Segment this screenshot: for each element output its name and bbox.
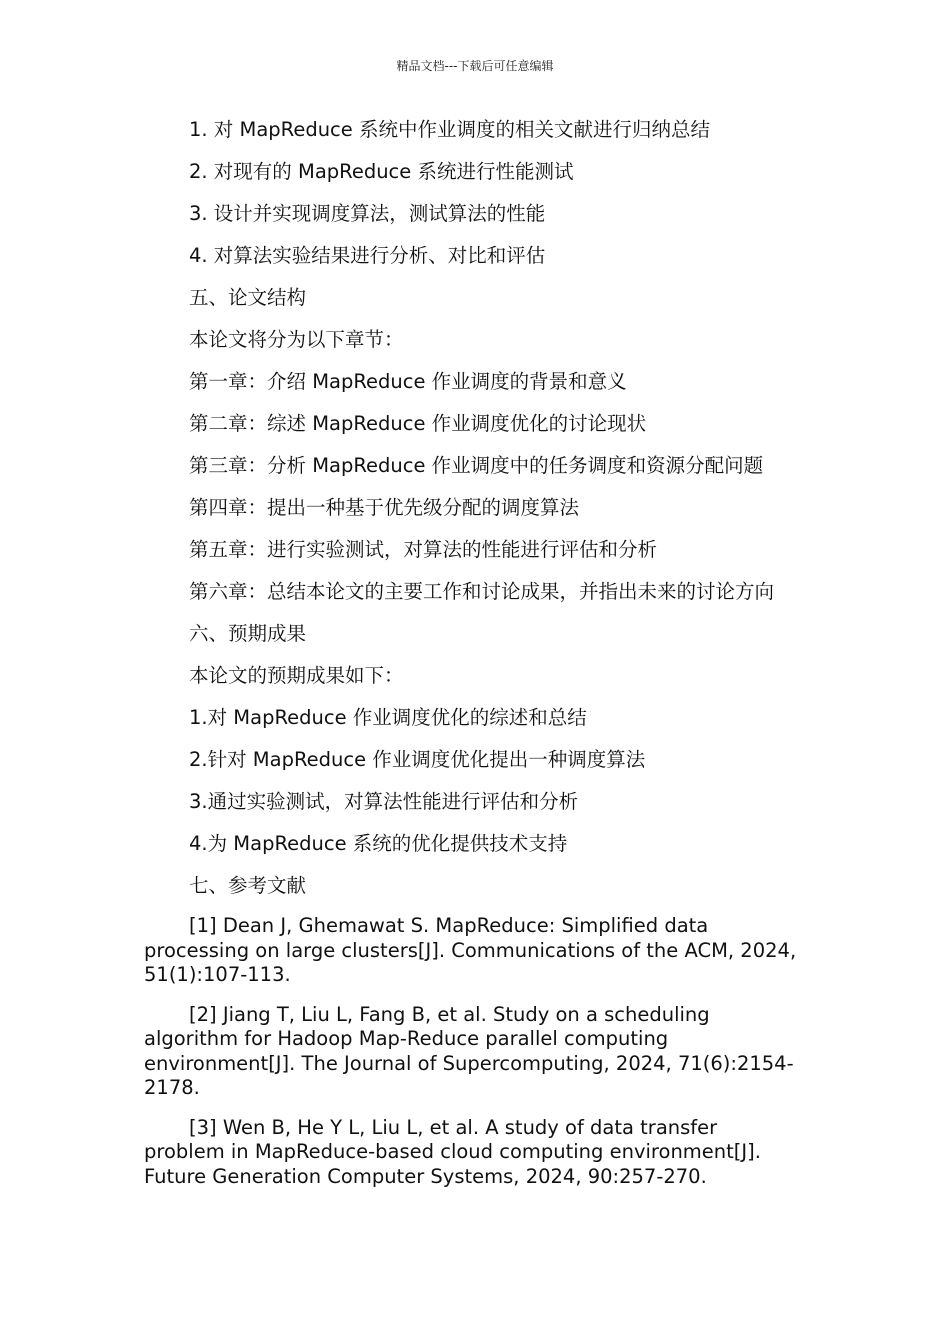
chapter-item: 第四章：提出一种基于优先级分配的调度算法 bbox=[189, 496, 580, 519]
task-item: 2. 对现有的 MapReduce 系统进行性能测试 bbox=[189, 160, 574, 183]
section-heading-references: 七、参考文献 bbox=[189, 874, 307, 897]
chapter-item: 第五章：进行实验测试，对算法的性能进行评估和分析 bbox=[189, 538, 658, 561]
result-item: 4.为 MapReduce 系统的优化提供技术支持 bbox=[189, 832, 568, 855]
chapter-item: 第六章：总结本论文的主要工作和讨论成果，并指出未来的讨论方向 bbox=[189, 580, 775, 603]
document-body bbox=[144, 116, 804, 1204]
result-item: 3.通过实验测试，对算法性能进行评估和分析 bbox=[189, 790, 579, 813]
reference-item: [3] Wen B, He Y L, Liu L, et al. A study of data transfer problem in MapReduce-based cloud computing environment[J]. Future Generation Computer Systems, 2024, 90:257-270. bbox=[144, 1115, 761, 1188]
structure-intro: 本论文将分为以下章节： bbox=[189, 328, 404, 351]
chapter-item: 第二章：综述 MapReduce 作业调度优化的讨论现状 bbox=[189, 412, 647, 435]
result-item: 1.对 MapReduce 作业调度优化的综述和总结 bbox=[189, 706, 587, 729]
result-item: 2.针对 MapReduce 作业调度优化提出一种调度算法 bbox=[189, 748, 646, 771]
chapter-item: 第一章：介绍 MapReduce 作业调度的背景和意义 bbox=[189, 370, 627, 393]
results-intro: 本论文的预期成果如下： bbox=[189, 664, 404, 687]
page-header: 精品文档---下载后可任意编辑 bbox=[396, 59, 554, 73]
section-heading-structure: 五、论文结构 bbox=[189, 286, 307, 309]
reference-item: [2] Jiang T, Liu L, Fang B, et al. Study on a scheduling algorithm for Hadoop Map-Reduce parallel computing environment[J]. The Journal of Supercomputing, 2024, 71(6):2154-2178. bbox=[144, 1002, 794, 1099]
reference-item: [1] Dean J, Ghemawat S. MapReduce: Simplified data processing on large clusters[J]. Communications of the ACM, 2024, 51(1):107-113. bbox=[144, 914, 797, 986]
task-item: 3. 设计并实现调度算法，测试算法的性能 bbox=[189, 202, 546, 225]
task-item: 1. 对 MapReduce 系统中作业调度的相关文献进行归纳总结 bbox=[189, 118, 710, 141]
task-item: 4. 对算法实验结果进行分析、对比和评估 bbox=[189, 244, 546, 267]
chapter-item: 第三章：分析 MapReduce 作业调度中的任务调度和资源分配问题 bbox=[189, 454, 764, 477]
section-heading-results: 六、预期成果 bbox=[189, 622, 307, 645]
